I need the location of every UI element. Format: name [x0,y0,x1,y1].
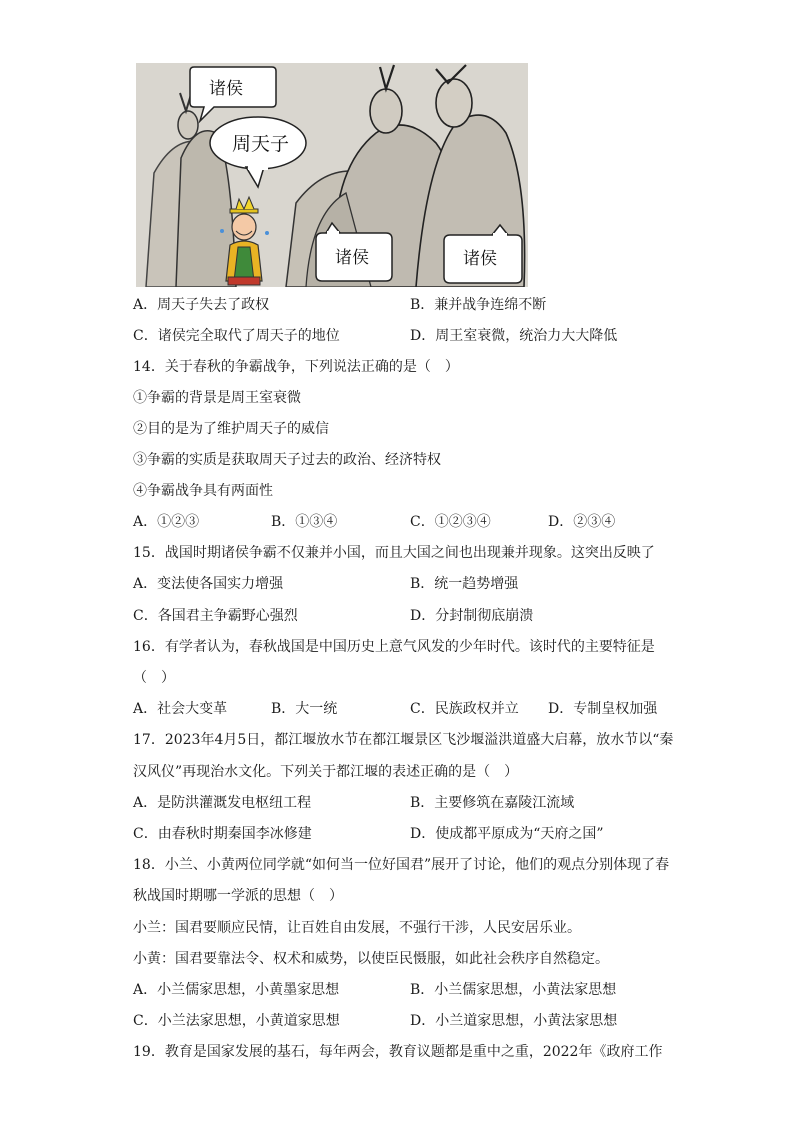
bubble-label-bottom-mid: 诸侯 [335,248,369,268]
q15-stem: 15．战国时期诸侯争霸不仅兼并小国，而且大国之间也出现兼并现象。这突出反映了 [133,545,655,561]
q18-option-c: C．小兰法家思想，小黄道家思想 [133,1013,340,1029]
q18-view-xiaohuang: 小黄：国君要靠法令、权术和威势，以使臣民慑服，如此社会秩序自然稳定。 [133,951,609,967]
q17-stem-line1: 17．2023年4月5日，都江堰放水节在都江堰景区飞沙堰溢洪道盛大启幕，放水节以“秦 [133,732,674,748]
q13-option-a: A．周天子失去了政权 [133,297,270,313]
bubble-label-bottom-right: 诸侯 [463,249,497,269]
q15-option-d: D．分封制彻底崩溃 [410,608,534,624]
q16-option-c: C．民族政权并立 [410,701,519,717]
q17-option-a: A．是防洪灌溉发电枢纽工程 [133,795,312,811]
q17-stem-line2: 汉风仪”再现治水文化。下列关于都江堰的表述正确的是（ ） [133,764,519,780]
q18-stem-line2: 秋战国时期哪一学派的思想（ ） [133,888,343,904]
q14-option-a: A．①②③ [133,514,200,530]
q16-stem-line1: 16．有学者认为，春秋战国是中国历史上意气风发的少年时代。该时代的主要特征是 [133,639,655,655]
q15-option-b: B．统一趋势增强 [410,576,519,592]
q13-option-b: B．兼并战争连绵不断 [410,297,547,313]
q14-option-d: D．②③④ [548,514,616,530]
q16-option-a: A．社会大变革 [133,701,228,717]
q18-view-xiaolan: 小兰：国君要顺应民情，让百姓自由发展，不强行干涉，人民安居乐业。 [133,920,581,936]
q18-option-b: B．小兰儒家思想，小黄法家思想 [410,982,617,998]
q14-statement-3: ③争霸的实质是获取周天子过去的政治、经济特权 [133,452,441,468]
bubble-label-top-left: 诸侯 [209,79,243,99]
q17-option-d: D．使成都平原成为“天府之国” [410,826,604,842]
q14-statement-4: ④争霸战争具有两面性 [133,483,273,499]
cartoon-illustration [136,63,528,287]
q16-stem-line2: （ ） [133,670,175,686]
q15-option-a: A．变法使各国实力增强 [133,576,284,592]
q14-stem: 14．关于春秋的争霸战争，下列说法正确的是（ ） [133,359,459,375]
q17-option-c: C．由春秋时期秦国李冰修建 [133,826,312,842]
q14-statement-2: ②目的是为了维护周天子的威信 [133,421,329,437]
q14-option-c: C．①②③④ [410,514,491,530]
q13-option-c: C．诸侯完全取代了周天子的地位 [133,328,340,344]
q16-option-b: B．大一统 [271,701,338,717]
q17-option-b: B．主要修筑在嘉陵江流域 [410,795,575,811]
q15-option-c: C．各国君主争霸野心强烈 [133,608,298,624]
q14-option-b: B．①③④ [271,514,338,530]
q14-statement-1: ①争霸的背景是周王室衰微 [133,390,301,406]
bubble-label-center: 周天子 [232,133,290,155]
q18-option-a: A．小兰儒家思想，小黄墨家思想 [133,982,340,998]
q18-option-d: D．小兰道家思想，小黄法家思想 [410,1013,618,1029]
q19-stem-line1: 19．教育是国家发展的基石，每年两会，教育议题都是重中之重，2022年《政府工作 [133,1044,663,1060]
q13-option-d: D．周王室衰微，统治力大大降低 [410,328,618,344]
cartoon-figure [136,63,528,287]
q18-stem-line1: 18．小兰、小黄两位同学就“如何当一位好国君”展开了讨论，他们的观点分别体现了春 [133,857,670,873]
q16-option-d: D．专制皇权加强 [548,701,658,717]
